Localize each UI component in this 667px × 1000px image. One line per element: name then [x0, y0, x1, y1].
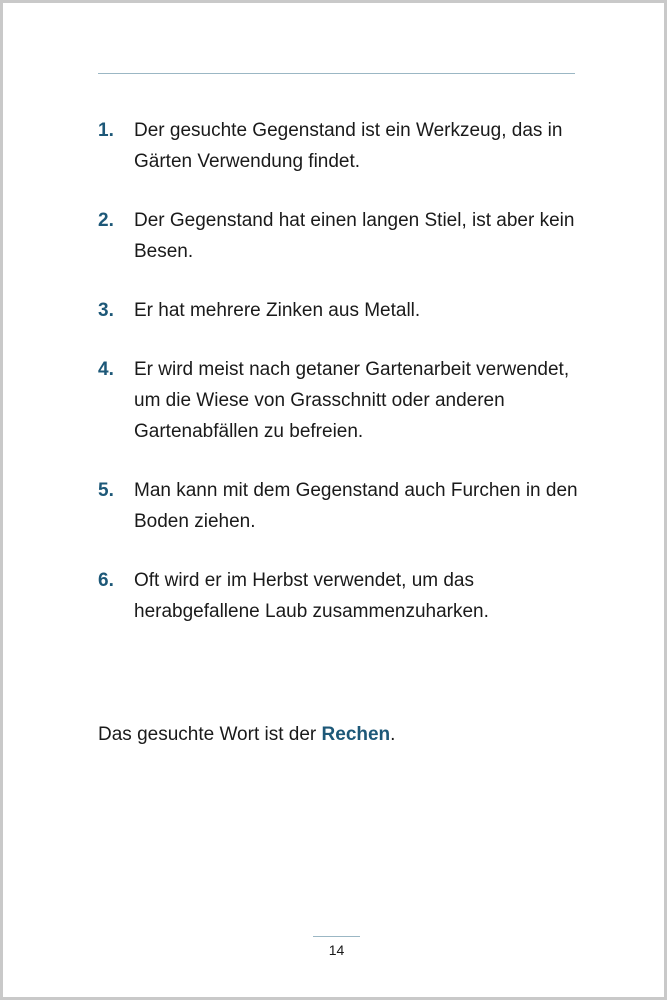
clue-number: 1. [98, 120, 114, 141]
clue-item [98, 475, 578, 537]
clue-item [98, 205, 578, 267]
clue-item [98, 295, 578, 326]
clue-text: Man kann mit dem Gegenstand auch Furchen in den Boden ziehen. [134, 480, 578, 532]
clue-number: 6. [98, 570, 114, 591]
clue-text: Der Gegenstand hat einen langen Stiel, ist aber kein Besen. [134, 210, 575, 262]
clue-item [98, 565, 578, 627]
answer-sentence [98, 719, 395, 750]
clue-number: 4. [98, 359, 114, 380]
clue-text: Er hat mehrere Zinken aus Metall. [134, 300, 421, 321]
clue-item [98, 354, 578, 447]
clue-number: 5. [98, 480, 114, 501]
top-divider [98, 73, 575, 74]
clue-list [98, 115, 578, 655]
clue-number: 2. [98, 210, 114, 231]
clue-item [98, 115, 578, 177]
page-number: 14 [328, 942, 345, 958]
footer-divider [313, 936, 360, 937]
clue-number: 3. [98, 300, 114, 321]
clue-text: Der gesuchte Gegenstand ist ein Werkzeug, das in Gärten Verwendung findet. [134, 120, 563, 172]
clue-text: Er wird meist nach getaner Gartenarbeit verwendet, um die Wiese von Grasschnitt oder anderen Gartenabfällen zu befreien. [134, 359, 570, 442]
clue-text: Oft wird er im Herbst verwendet, um das herabgefallene Laub zusammenzuharken. [134, 570, 489, 622]
answer-word: Rechen [321, 724, 391, 745]
answer-prefix: Das gesuchte Wort ist der [98, 724, 322, 745]
answer-suffix: . [390, 724, 396, 745]
